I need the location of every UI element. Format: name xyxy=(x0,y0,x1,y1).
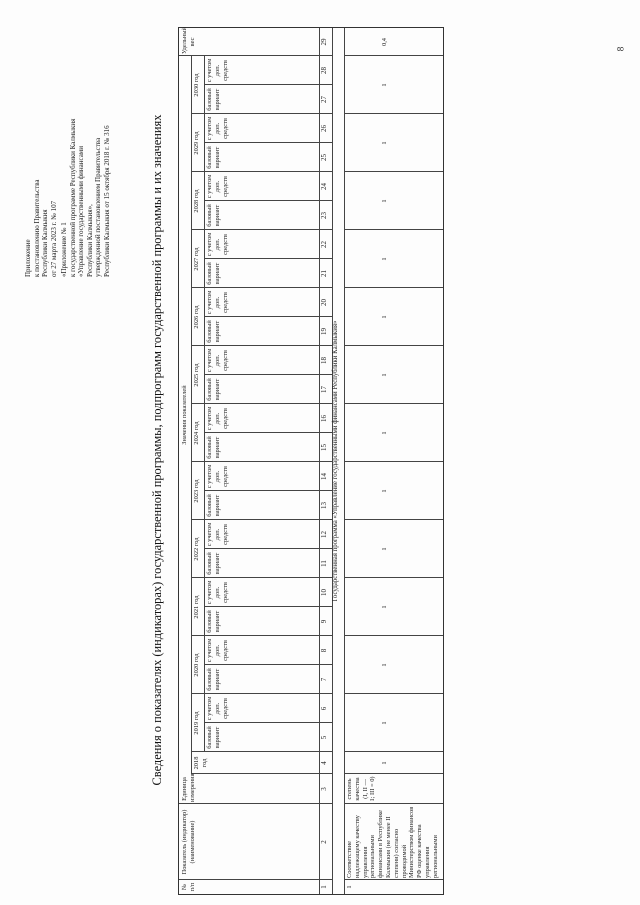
subheader-base-variant: базовый вариант xyxy=(206,204,221,227)
column-number: 26 xyxy=(320,125,328,132)
table-vertical-rule xyxy=(191,693,332,694)
subheader-extra-funds: с учетом доп. средств xyxy=(206,116,229,141)
subheader-base-variant: базовый вариант xyxy=(206,436,221,459)
column-number: 4 xyxy=(320,761,328,765)
subheader-extra-funds: с учетом доп. средств xyxy=(206,696,229,721)
appendix-note-main xyxy=(60,27,112,277)
table-vertical-rule xyxy=(204,490,332,491)
table-vertical-rule xyxy=(204,432,332,433)
row-indicator-text: Соответствие надлежащему качеству управления региональными финансами в Республике Калмыкия (не менее II степени) согласно проводимой Министерством финансов РФ оценке качества управления региональными xyxy=(346,806,439,878)
row-value-y2020: 1 xyxy=(381,663,388,667)
year-header: 2026 год xyxy=(193,305,200,329)
table-vertical-rule xyxy=(344,345,443,346)
column-number: 17 xyxy=(320,386,328,393)
column-number: 13 xyxy=(320,502,328,509)
column-number: 6 xyxy=(320,706,328,711)
column-header-indicator: Показатель (индикатор) (наименование) xyxy=(181,809,196,875)
page-number: 8 xyxy=(614,46,625,52)
document-title: Сведения о показателях (индикаторах) государственной программы, подпрограмм государственной программы и их значениях xyxy=(150,114,164,786)
subheader-base-variant: базовый вариант xyxy=(206,146,221,169)
subheader-base-variant: базовый вариант xyxy=(206,726,221,749)
table-vertical-rule xyxy=(179,803,332,804)
table-vertical-rule xyxy=(344,461,443,462)
column-number: 28 xyxy=(320,67,328,74)
column-header-unit: Единица измерения xyxy=(181,773,196,802)
table-vertical-rule xyxy=(344,879,443,880)
table-vertical-rule xyxy=(204,316,332,317)
table-vertical-rule xyxy=(344,751,443,752)
column-number: 21 xyxy=(320,270,328,277)
column-number: 19 xyxy=(320,328,328,335)
row-value-y2027: 1 xyxy=(381,257,388,261)
appendix-note-top xyxy=(24,27,58,277)
table-vertical-rule xyxy=(191,229,332,230)
table-vertical-rule xyxy=(344,229,443,230)
table-vertical-rule xyxy=(204,142,332,143)
subheader-extra-funds: с учетом доп. средств xyxy=(206,406,229,431)
table-vertical-rule xyxy=(344,577,443,578)
row-value-y2028: 1 xyxy=(381,199,388,203)
table-vertical-rule xyxy=(344,171,443,172)
appendix-line: Республики Калмыкия xyxy=(41,209,50,277)
subheader-extra-funds: с учетом доп. средств xyxy=(206,580,229,605)
table-vertical-rule xyxy=(204,664,332,665)
column-number: 9 xyxy=(320,619,328,624)
table-vertical-rule xyxy=(344,287,443,288)
column-number: 8 xyxy=(320,648,328,653)
column-number: 12 xyxy=(320,531,328,538)
year-header: 2025 год xyxy=(193,363,200,387)
table-vertical-rule xyxy=(344,773,443,774)
subheader-extra-funds: с учетом доп. средств xyxy=(206,290,229,315)
table-vertical-rule xyxy=(191,287,332,288)
column-number: 27 xyxy=(320,96,328,103)
table-vertical-rule xyxy=(191,577,332,578)
section-title: Государственная программа «Управление государственными финансами Республики Калмыкия» xyxy=(332,320,339,602)
column-number: 20 xyxy=(320,299,328,306)
subheader-extra-funds: с учетом доп. средств xyxy=(206,348,229,373)
year-header: 2028 год xyxy=(193,189,200,213)
table-horizontal-rule xyxy=(204,56,205,752)
year-header: 2020 год xyxy=(193,653,200,677)
table-vertical-rule xyxy=(344,113,443,114)
table-vertical-rule xyxy=(191,113,332,114)
row-value-y2024: 1 xyxy=(381,431,388,435)
column-number: 25 xyxy=(320,154,328,161)
table-vertical-rule xyxy=(191,171,332,172)
column-number: 3 xyxy=(320,787,328,791)
column-number: 29 xyxy=(320,38,328,46)
column-header-weight: Удельный вес xyxy=(181,27,196,54)
row-unit: степень качества (I, II — 1; III = 0) xyxy=(346,776,377,802)
appendix-line: от 27 марта 2023 г. № 107 xyxy=(49,200,58,277)
year-header: 2023 год xyxy=(193,479,200,503)
table-horizontal-rule xyxy=(191,56,192,774)
row-value-y2029: 1 xyxy=(381,141,388,145)
row-value-y2023: 1 xyxy=(381,489,388,493)
table-vertical-rule xyxy=(204,84,332,85)
row-value-weight: 0,4 xyxy=(381,38,388,46)
subheader-extra-funds: с учетом доп. средств xyxy=(206,58,229,83)
subheader-base-variant: базовый вариант xyxy=(206,610,221,633)
column-number: 22 xyxy=(320,241,328,248)
table-vertical-rule xyxy=(191,403,332,404)
row-value-base: 1 xyxy=(381,761,388,765)
column-number: 23 xyxy=(320,212,328,219)
table-vertical-rule xyxy=(204,374,332,375)
column-number: 5 xyxy=(320,735,328,740)
subheader-base-variant: базовый вариант xyxy=(206,88,221,111)
table-vertical-rule xyxy=(191,773,332,774)
table-vertical-rule xyxy=(191,519,332,520)
table-vertical-rule xyxy=(344,803,443,804)
appendix-line: Республики Калмыкия», xyxy=(85,204,94,277)
subheader-base-variant: базовый вариант xyxy=(206,494,221,517)
appendix-line: «Приложение № 1 xyxy=(60,222,68,277)
year-header: 2021 год xyxy=(193,595,200,619)
column-number: 2 xyxy=(320,840,328,844)
table-vertical-rule xyxy=(179,55,332,56)
subheader-base-variant: базовый вариант xyxy=(206,668,221,691)
year-header: 2024 год xyxy=(193,421,200,445)
column-number: 14 xyxy=(320,473,328,480)
year-header: 2029 год xyxy=(193,131,200,155)
table-vertical-rule xyxy=(191,635,332,636)
table-vertical-rule xyxy=(191,345,332,346)
subheader-extra-funds: с учетом доп. средств xyxy=(206,464,229,489)
year-header: 2030 год xyxy=(193,73,200,97)
column-number: 10 xyxy=(320,589,328,596)
subheader-extra-funds: с учетом доп. средств xyxy=(206,522,229,547)
column-number: 24 xyxy=(320,183,328,190)
table-vertical-rule xyxy=(204,722,332,723)
row-value-y2030: 1 xyxy=(381,83,388,87)
table-vertical-rule xyxy=(191,461,332,462)
column-header-base-year: 2018 год xyxy=(193,756,208,770)
appendix-line: к постановлению Правительства xyxy=(32,179,41,277)
subheader-extra-funds: с учетом доп. средств xyxy=(206,638,229,663)
row-value-y2025: 1 xyxy=(381,373,388,377)
subheader-base-variant: базовый вариант xyxy=(206,378,221,401)
values-header: Значения показателей xyxy=(181,385,188,445)
table-horizontal-rule xyxy=(344,28,345,894)
column-number: 7 xyxy=(320,677,328,682)
indicators-table xyxy=(178,27,444,895)
table-vertical-rule xyxy=(344,635,443,636)
column-number: 18 xyxy=(320,357,328,364)
row-value-y2026: 1 xyxy=(381,315,388,319)
table-vertical-rule xyxy=(191,751,332,752)
row-value-y2022: 1 xyxy=(381,547,388,551)
subheader-base-variant: базовый вариант xyxy=(206,262,221,285)
row-number: 1 xyxy=(346,885,353,889)
row-value-y2021: 1 xyxy=(381,605,388,609)
table-vertical-rule xyxy=(179,879,332,880)
column-number: 15 xyxy=(320,444,328,451)
subheader-base-variant: базовый вариант xyxy=(206,552,221,575)
table-vertical-rule xyxy=(344,55,443,56)
row-value-y2019: 1 xyxy=(381,721,388,725)
subheader-extra-funds: с учетом доп. средств xyxy=(206,232,229,257)
table-vertical-rule xyxy=(344,403,443,404)
year-header: 2022 год xyxy=(193,537,200,561)
appendix-line: к государственной программе Республики Калмыкия xyxy=(68,118,77,277)
column-number: 16 xyxy=(320,415,328,422)
table-vertical-rule xyxy=(344,693,443,694)
year-header: 2019 год xyxy=(193,711,200,735)
column-number: 1 xyxy=(320,885,328,889)
appendix-line: Приложение xyxy=(24,239,32,277)
table-vertical-rule xyxy=(204,548,332,549)
appendix-line: Республики Калмыкия от 15 октября 2018 г. № 316 xyxy=(102,125,111,277)
table-vertical-rule xyxy=(204,606,332,607)
table-vertical-rule xyxy=(204,258,332,259)
column-number: 11 xyxy=(320,560,328,567)
appendix-line: «Управление государственными финансами xyxy=(77,146,86,277)
year-header: 2027 год xyxy=(193,247,200,271)
table-vertical-rule xyxy=(344,519,443,520)
subheader-extra-funds: с учетом доп. средств xyxy=(206,174,229,199)
appendix-line: утвержденной постановлением Правительства xyxy=(94,137,103,277)
column-header-number: № п/п xyxy=(181,882,196,892)
subheader-base-variant: базовый вариант xyxy=(206,320,221,343)
table-vertical-rule xyxy=(204,200,332,201)
